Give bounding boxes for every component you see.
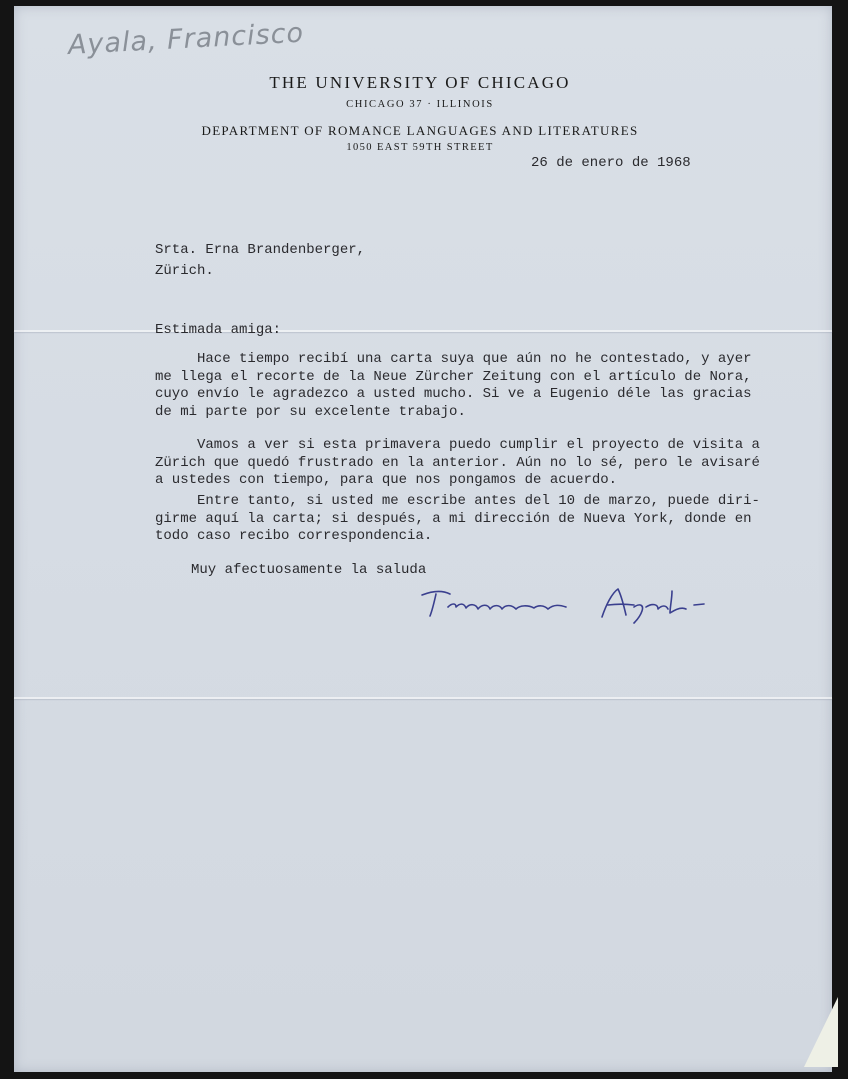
salutation: Estimada amiga:	[155, 322, 282, 338]
body-line: Hace tiempo recibí una carta suya que aún no he contestado, y ayer	[155, 351, 752, 367]
body-line: a ustedes con tiempo, para que nos pongamos de acuerdo.	[155, 472, 618, 488]
body-line: Vamos a ver si esta primavera puedo cumplir el proyecto de visita a	[155, 437, 760, 453]
body-line: girme aquí la carta; si después, a mi dirección de Nueva York, donde en	[155, 510, 752, 527]
body-paragraph-2	[155, 437, 760, 490]
closing: Muy afectuosamente la saluda	[191, 562, 427, 578]
fold-line-lower	[14, 697, 832, 699]
body-line: me llega el recorte de la Neue Zürcher Zeitung con el artículo de Nora,	[155, 368, 752, 385]
letterhead-address: 1050 EAST 59TH STREET	[346, 142, 494, 153]
letterhead	[150, 72, 690, 156]
handwritten-signature	[420, 585, 710, 625]
letterhead-university: THE UNIVERSITY OF CHICAGO	[269, 73, 571, 92]
letterhead-department: DEPARTMENT OF ROMANCE LANGUAGES AND LITERATURES	[201, 123, 639, 138]
letterhead-city: CHICAGO 37 · ILLINOIS	[346, 99, 494, 110]
body-paragraph-1	[155, 351, 752, 421]
recipient-line: Zürich.	[155, 263, 214, 279]
recipient-block	[155, 240, 365, 282]
body-paragraph-3	[155, 493, 760, 546]
fold-line-upper	[14, 330, 832, 332]
torn-corner	[804, 997, 838, 1067]
recipient-line: Srta. Erna Brandenberger,	[155, 242, 366, 258]
pencil-annotation: Ayala, Francisco	[67, 17, 305, 61]
letter-date: 26 de enero de 1968	[531, 155, 691, 171]
body-line: todo caso recibo correspondencia.	[155, 528, 433, 544]
body-line: de mi parte por su excelente trabajo.	[155, 403, 466, 420]
body-line: Zürich que quedó frustrado en la anterior. Aún no lo sé, pero le avisaré	[155, 454, 760, 471]
body-line: Entre tanto, si usted me escribe antes del 10 de marzo, puede diri-	[155, 493, 760, 509]
body-line: cuyo envío le agradezco a usted mucho. Si ve a Eugenio déle las gracias	[155, 386, 752, 402]
